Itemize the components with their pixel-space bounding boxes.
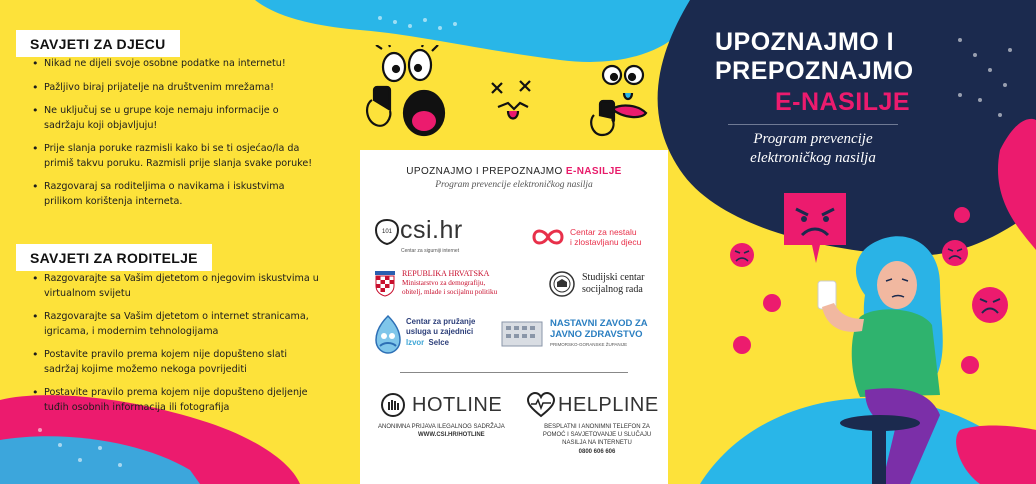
cover-title-line1: UPOZNAJMO I [715, 28, 895, 56]
kids-tips-heading: SAVJETI ZA DJECU [16, 30, 180, 57]
list-item: • Razgovaraj sa roditeljima o navikama i iskustvima prilikom korištenja interneta. [32, 180, 322, 209]
card-title [360, 166, 668, 177]
helpline-phone[interactable]: 0800 606 606 [578, 449, 616, 455]
list-item: • Prije slanja poruke razmisli kako bi se ti osjećao/la da primiš takvu poruku. Razmisli prije slanja svake poruke! [32, 142, 322, 171]
helpline-description-3: NASILJA NA INTERNETU [562, 440, 632, 446]
cover-divider [728, 124, 898, 125]
drop-emblem-icon [374, 314, 402, 354]
studijski-line1: Studijski centar [582, 272, 645, 283]
divider [400, 372, 628, 373]
cpu-selce: Selce [428, 338, 449, 347]
card-subtitle: Program prevencije elektroničkog nasilja [435, 180, 593, 190]
cpu-line3 [406, 338, 449, 347]
helpline-label: HELPLINE [558, 394, 659, 416]
ministry-line3: obitelj, mlade i socijalnu politiku [402, 288, 498, 296]
cover-title-accent: E-NASILJE [775, 88, 911, 116]
card-title-accent: E-NASILJE [565, 166, 622, 177]
ministry-line1: REPUBLIKA HRVATSKA [402, 269, 490, 278]
cpu-izvor: Izvor [406, 338, 425, 347]
hotline-label: HOTLINE [412, 394, 503, 416]
croatia-coat-of-arms-icon [374, 269, 396, 297]
university-seal-icon [548, 270, 576, 298]
ministry-line2: Ministarstvo za demografiju, [402, 279, 486, 287]
parents-tips-heading: SAVJETI ZA RODITELJE [16, 244, 212, 271]
centar-nestalu-line2: i zlostavljanu djecu [570, 237, 642, 247]
helpline-description-1: BESPLATNI I ANONIMNI TELEFON ZA [544, 424, 650, 430]
kids-tips-list [32, 57, 322, 218]
partners-card [360, 150, 668, 484]
cover-title [715, 28, 914, 86]
nzjz-line2: JAVNO ZDRAVSTVO [550, 329, 643, 340]
cover-title-line2: PREPOZNAJMO [715, 57, 914, 85]
emoji-illustrations [362, 45, 662, 145]
studijski-line2: socijalnog rada [582, 284, 643, 295]
helpline-description-2: POMOĆ I SAVJETOVANJE U SLUČAJU [542, 432, 652, 438]
centar-nestalu-line1: Centar za nestalu [570, 227, 637, 237]
cpu-line2: usluga u zajednici [406, 327, 474, 336]
hotline-url[interactable]: WWW.CSI.HR/HOTLINE [418, 432, 485, 438]
nzjz-line1: NASTAVNI ZAVOD ZA [550, 318, 648, 329]
csi-shield-icon [374, 218, 400, 246]
list-item: • Postavite pravilo prema kojem nije dopušteno djeljenje tuđih osobnih informacija ili fotografija [32, 386, 322, 415]
svg-text:101: 101 [381, 229, 393, 235]
cover-subtitle: Program prevencije elektroničkog nasilja [750, 131, 876, 166]
list-item: • Postavite pravilo prema kojem nije dopušteno slati sadržaj kojime možemo nekoga povrijediti [32, 348, 322, 377]
list-item: • Nikad ne dijeli svoje osobne podatke na internetu! [32, 57, 322, 72]
hotline-hand-icon [380, 392, 406, 418]
csi-name: csi.hr [400, 216, 463, 244]
parents-tips-list [32, 272, 322, 424]
heart-pulse-icon [526, 392, 556, 418]
list-item: • Razgovarajte sa Vašim djetetom o internet stranicama, igricama, i modernim tehnologijama [32, 310, 322, 339]
list-item: • Ne uključuj se u grupe koje nemaju informacije o sadržaju koji objavljuju! [32, 104, 322, 133]
nzjz-line3: PRIMORSKO-GORANSKE ŽUPANIJE [550, 342, 628, 347]
building-icon [500, 316, 544, 348]
hotline-description: ANONIMNA PRIJAVA ILEGALNOG SADRŽAJA [378, 424, 505, 430]
infinity-icon [530, 226, 566, 248]
list-item: • Pažljivo biraj prijatelje na društvenim mrežama! [32, 81, 322, 96]
card-title-plain: UPOZNAJMO I PREPOZNAJMO [406, 166, 566, 177]
list-item: • Razgovarajte sa Vašim djetetom o njegovim iskustvima u virtualnom svijetu [32, 272, 322, 301]
angry-speech-bubble-icon [784, 193, 846, 263]
cpu-line1: Centar za pružanje [406, 317, 476, 326]
csi-tagline: Centar za sigurniji internet [401, 248, 460, 254]
girl-with-phone-illustration [700, 185, 1036, 484]
